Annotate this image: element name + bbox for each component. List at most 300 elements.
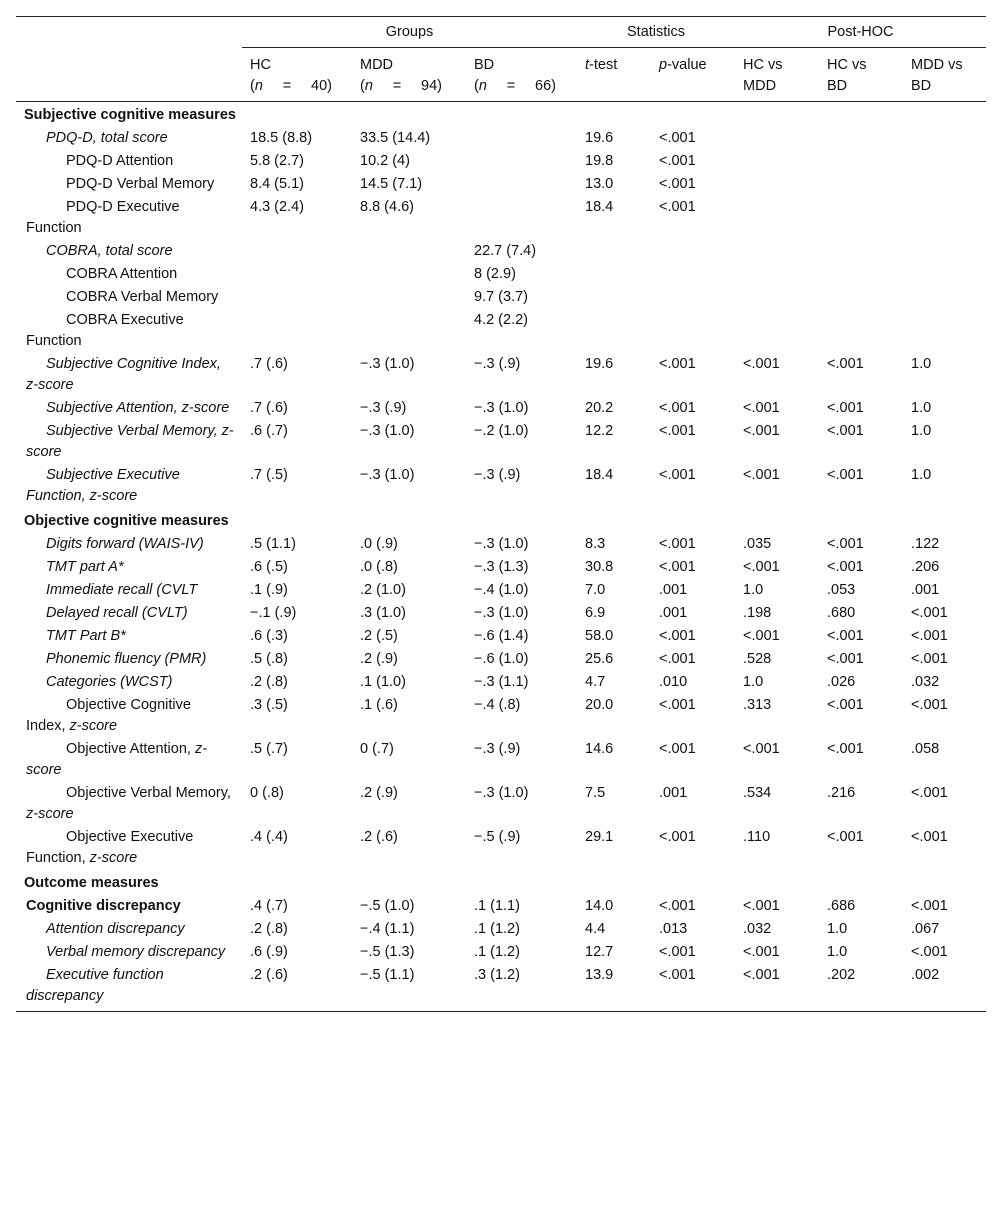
- table-cell: <.001: [911, 898, 948, 914]
- table-cell: −.3 (1.0): [360, 467, 415, 483]
- table-cell: .001: [911, 582, 940, 598]
- table-cell: .1 (.6): [360, 697, 398, 713]
- table-cell: [242, 309, 352, 353]
- table-cell: [651, 263, 735, 286]
- table-cell: 13.9: [577, 964, 651, 1012]
- table-cell: [352, 286, 466, 309]
- table-cell: .3 (1.0): [360, 605, 406, 621]
- table-cell: <.001: [911, 697, 948, 713]
- table-row: [16, 579, 986, 602]
- row-label: [16, 309, 242, 353]
- table-cell: <.001: [911, 628, 948, 644]
- table-cell: 1.0: [911, 400, 932, 416]
- table-cell: [819, 263, 903, 286]
- table-cell: .7 (.6): [250, 356, 288, 372]
- table-cell: <.001: [911, 605, 948, 621]
- table-cell: [242, 286, 352, 309]
- table-cell: .5 (.8): [250, 651, 288, 667]
- table-cell: .4 (.7): [250, 898, 288, 914]
- table-cell: 8.3: [585, 536, 606, 552]
- row-label-part: z-score: [26, 806, 74, 822]
- row-label: [16, 397, 242, 420]
- table-row: [16, 533, 986, 556]
- row-label: [16, 826, 242, 870]
- col-header-mdd: [352, 48, 466, 102]
- table-cell: <.001: [743, 628, 780, 644]
- table-cell: <.001: [659, 898, 696, 914]
- table-cell: <.001: [659, 559, 696, 575]
- col-header-label: MDD: [360, 57, 394, 73]
- row-label: [16, 964, 242, 1012]
- table-cell: <.001: [911, 651, 948, 667]
- table-cell: .035: [743, 536, 772, 552]
- table-cell: [819, 286, 903, 309]
- table-row: [16, 556, 986, 579]
- table-cell: .053: [827, 582, 856, 598]
- table-cell: [819, 127, 903, 150]
- table-cell: <.001: [827, 741, 864, 757]
- table-cell: [466, 150, 577, 173]
- row-label-part: Objective Attention,: [66, 741, 195, 757]
- row-label-part: z-score: [26, 741, 208, 778]
- table-cell: 1.0: [743, 674, 764, 690]
- table-row: [16, 127, 986, 150]
- table-cell: 12.2: [585, 423, 614, 439]
- table-cell: [735, 150, 819, 173]
- table-cell: .058: [911, 741, 940, 757]
- table-cell: [903, 173, 986, 196]
- table-cell: 9.7 (3.7): [474, 289, 528, 305]
- table-cell: .010: [659, 674, 688, 690]
- table-row: [16, 625, 986, 648]
- table-cell: [466, 127, 577, 150]
- col-header-label: HC vs: [827, 57, 867, 73]
- row-label-part: Subjective Verbal Memory, z-score: [26, 423, 234, 460]
- table-cell: [352, 309, 466, 353]
- table-cell: −.2 (1.0): [474, 423, 529, 439]
- table-cell: .1 (1.2): [474, 921, 520, 937]
- row-label-part: Attention discrepancy: [46, 921, 185, 937]
- table-cell: [735, 286, 819, 309]
- table-row: [16, 602, 986, 625]
- table-cell: .6 (.3): [250, 628, 288, 644]
- row-label-part: Objective Executive Function,: [26, 829, 198, 866]
- table-cell: 19.6: [585, 130, 614, 146]
- table-row: [16, 464, 986, 508]
- table-cell: .2 (1.0): [360, 582, 406, 598]
- table-cell: [903, 263, 986, 286]
- groups-header: Groups: [242, 17, 577, 48]
- table-cell: <.001: [911, 944, 948, 960]
- table-cell: <.001: [827, 467, 864, 483]
- table-cell: .0 (.8): [360, 559, 398, 575]
- table-cell: <.001: [659, 423, 696, 439]
- table-row: [16, 918, 986, 941]
- table-cell: .1 (1.1): [474, 898, 520, 914]
- table-cell: .7 (.5): [250, 467, 288, 483]
- table-cell: 8.4 (5.1): [250, 176, 304, 192]
- table-row: [16, 150, 986, 173]
- table-row: [16, 240, 986, 263]
- row-label-part: Immediate recall (CVLT: [46, 582, 198, 598]
- table-cell: .1 (1.0): [360, 674, 406, 690]
- table-cell: −.6 (1.4): [474, 628, 529, 644]
- row-label-part: TMT Part B*: [46, 628, 126, 644]
- table-cell: <.001: [651, 964, 735, 1012]
- table-cell: 1.0: [911, 423, 932, 439]
- table-cell: −.4 (1.1): [360, 921, 415, 937]
- col-header-hc-vs-bd: [819, 48, 903, 102]
- table-cell: −.1 (.9): [250, 605, 297, 621]
- table-cell: 30.8: [585, 559, 614, 575]
- table-cell: <.001: [659, 400, 696, 416]
- table-cell: 0 (.7): [360, 741, 394, 757]
- col-header-label: BD: [474, 57, 495, 73]
- table-row: [16, 173, 986, 196]
- table-row: [16, 895, 986, 918]
- table-cell: 8 (2.9): [474, 266, 516, 282]
- col-header-label: -test: [589, 57, 618, 73]
- col-header-hc: [242, 48, 352, 102]
- table-cell: 14.6: [585, 741, 614, 757]
- table-cell: −.3 (1.0): [360, 356, 415, 372]
- table-row: [16, 263, 986, 286]
- table-cell: .2 (.8): [250, 921, 288, 937]
- table-cell: −.3 (1.0): [474, 536, 529, 552]
- row-label: [16, 420, 242, 464]
- table-cell: <.001: [827, 559, 864, 575]
- table-cell: [903, 286, 986, 309]
- row-label-part: PDQ-D, total score: [46, 130, 168, 146]
- header-blank: [16, 17, 242, 48]
- table-cell: <.001: [743, 898, 780, 914]
- table-cell: [903, 127, 986, 150]
- section-title: Outcome measures: [24, 875, 159, 891]
- row-label-part: COBRA Executive Function: [26, 312, 188, 349]
- table-cell: .6 (.9): [250, 944, 288, 960]
- statistics-header: Statistics: [577, 17, 735, 48]
- table-row: [16, 694, 986, 738]
- table-cell: [819, 240, 903, 263]
- table-cell: .013: [659, 921, 688, 937]
- results-table: [16, 16, 986, 1012]
- table-cell: 1.0: [911, 467, 932, 483]
- table-cell: .5 (1.1): [250, 536, 296, 552]
- row-label: [16, 579, 242, 602]
- col-header-label: HC: [250, 57, 271, 73]
- table-row: [16, 964, 986, 1012]
- table-row: [16, 826, 986, 870]
- row-label: [16, 556, 242, 579]
- table-cell: 6.9: [585, 605, 606, 621]
- n-eq: =: [506, 78, 516, 94]
- section-title: Objective cognitive measures: [24, 513, 229, 529]
- table-cell: 7.0: [585, 582, 606, 598]
- table-cell: .6 (.7): [250, 423, 288, 439]
- row-label-part: Objective Verbal Memory,: [66, 785, 235, 801]
- table-cell: <.001: [659, 199, 696, 215]
- table-cell: [242, 263, 352, 286]
- group-header-row: [16, 17, 986, 48]
- table-cell: <.001: [735, 964, 819, 1012]
- table-cell: <.001: [659, 944, 696, 960]
- row-label: [16, 286, 242, 309]
- row-label-part: COBRA, total score: [46, 243, 173, 259]
- table-cell: .1 (.9): [250, 582, 288, 598]
- table-cell: [819, 309, 903, 353]
- table-cell: .3 (1.2): [466, 964, 577, 1012]
- table-cell: 18.5 (8.8): [250, 130, 313, 146]
- table-cell: [577, 309, 651, 353]
- table-cell: [242, 240, 352, 263]
- table-cell: <.001: [827, 829, 864, 845]
- table-cell: [903, 150, 986, 173]
- table-cell: 1.0: [827, 921, 848, 937]
- table-cell: .5 (.7): [250, 741, 288, 757]
- table-cell: <.001: [659, 356, 696, 372]
- table-cell: <.001: [827, 423, 864, 439]
- table-cell: .067: [911, 921, 940, 937]
- table-cell: [651, 240, 735, 263]
- table-row: [16, 420, 986, 464]
- n-open: (n: [250, 78, 263, 94]
- table-cell: [577, 240, 651, 263]
- table-cell: .2 (.9): [360, 651, 398, 667]
- table-cell: .032: [911, 674, 940, 690]
- table-cell: [577, 286, 651, 309]
- table-cell: <.001: [911, 829, 948, 845]
- table-cell: 7.5: [585, 785, 606, 801]
- table-cell: .534: [743, 785, 772, 801]
- row-label: [16, 918, 242, 941]
- table-row: [16, 397, 986, 420]
- row-label: [16, 738, 242, 782]
- table-cell: .2 (.6): [360, 829, 398, 845]
- row-label-part: Cognitive discrepancy: [26, 898, 181, 914]
- table-cell: 4.3 (2.4): [250, 199, 304, 215]
- table-cell: [903, 240, 986, 263]
- table-cell: 19.6: [585, 356, 614, 372]
- table-cell: −.6 (1.0): [474, 651, 529, 667]
- table-cell: [903, 196, 986, 240]
- n-val: 40): [311, 78, 332, 94]
- row-label-part: Objective Cognitive Index,: [26, 697, 195, 734]
- table-cell: −.3 (1.0): [360, 423, 415, 439]
- col-header-mdd-vs-bd: [903, 48, 986, 102]
- table-cell: .216: [827, 785, 856, 801]
- sample-size: [360, 76, 442, 97]
- table-cell: <.001: [659, 467, 696, 483]
- row-label: [16, 533, 242, 556]
- table-cell: <.001: [827, 400, 864, 416]
- table-cell: [819, 173, 903, 196]
- table-cell: <.001: [659, 697, 696, 713]
- table-cell: [735, 173, 819, 196]
- table-cell: <.001: [743, 741, 780, 757]
- table-cell: 12.7: [585, 944, 614, 960]
- row-label-part: TMT part A*: [46, 559, 124, 575]
- table-cell: .206: [911, 559, 940, 575]
- table-cell: −.5 (.9): [474, 829, 521, 845]
- row-label: [16, 240, 242, 263]
- row-label-part: COBRA Attention: [66, 266, 178, 282]
- table-cell: −.5 (1.1): [352, 964, 466, 1012]
- table-cell: .198: [743, 605, 772, 621]
- table-cell: [819, 150, 903, 173]
- table-cell: 18.4: [585, 467, 614, 483]
- table-row: [16, 309, 986, 353]
- col-header-label: MDD: [743, 78, 777, 94]
- table-cell: .528: [743, 651, 772, 667]
- table-cell: .2 (.5): [360, 628, 398, 644]
- table-cell: .202: [819, 964, 903, 1012]
- table-cell: 58.0: [585, 628, 614, 644]
- table-cell: <.001: [743, 467, 780, 483]
- table-cell: <.001: [659, 829, 696, 845]
- row-label-part: PDQ-D Executive Function: [26, 199, 184, 236]
- col-header-bd: [466, 48, 577, 102]
- table-cell: 1.0: [827, 944, 848, 960]
- table-cell: .1 (1.2): [474, 944, 520, 960]
- table-cell: [651, 286, 735, 309]
- row-label: [16, 150, 242, 173]
- table-cell: <.001: [659, 628, 696, 644]
- table-cell: 20.2: [585, 400, 614, 416]
- row-label-part: PDQ-D Verbal Memory: [66, 176, 215, 192]
- row-label-part: Subjective Attention, z-score: [46, 400, 230, 416]
- table-cell: 33.5 (14.4): [360, 130, 431, 146]
- col-header-label: HC vs: [743, 57, 783, 73]
- row-label: [16, 127, 242, 150]
- table-cell: [735, 309, 819, 353]
- table-cell: .001: [659, 605, 688, 621]
- row-label: [16, 671, 242, 694]
- row-label: [16, 173, 242, 196]
- table-cell: .026: [827, 674, 856, 690]
- table-row: [16, 782, 986, 826]
- results-table-container: [16, 16, 986, 1012]
- row-label-part: Verbal memory discrepancy: [46, 944, 226, 960]
- table-cell: [466, 173, 577, 196]
- p-symbol: p: [659, 57, 668, 73]
- table-row: [16, 648, 986, 671]
- table-cell: .001: [659, 785, 688, 801]
- table-cell: .686: [827, 898, 856, 914]
- row-label: [16, 263, 242, 286]
- table-cell: <.001: [659, 130, 696, 146]
- table-cell: 18.4: [585, 199, 614, 215]
- table-cell: <.001: [659, 651, 696, 667]
- row-label-part: Categories (WCST): [46, 674, 173, 690]
- table-cell: .122: [911, 536, 940, 552]
- table-cell: .4 (.4): [250, 829, 288, 845]
- table-cell: −.5 (1.0): [360, 898, 415, 914]
- table-cell: .6 (.5): [250, 559, 288, 575]
- row-label: [16, 353, 242, 397]
- row-label: [16, 648, 242, 671]
- table-row: [16, 196, 986, 240]
- table-row: [16, 353, 986, 397]
- section-header-row: [16, 508, 986, 533]
- table-cell: −.3 (1.3): [474, 559, 529, 575]
- table-cell: 4.7: [585, 674, 606, 690]
- col-header-label: MDD vs: [911, 57, 963, 73]
- table-cell: 29.1: [585, 829, 614, 845]
- row-label-part: Phonemic fluency (PMR): [46, 651, 207, 667]
- table-cell: −.3 (.9): [474, 467, 521, 483]
- table-cell: .7 (.6): [250, 400, 288, 416]
- table-cell: [903, 309, 986, 353]
- table-cell: [735, 263, 819, 286]
- table-cell: <.001: [743, 423, 780, 439]
- table-row: [16, 671, 986, 694]
- sample-size: [250, 76, 332, 97]
- table-cell: −.3 (1.0): [474, 785, 529, 801]
- row-label-part: z-score: [69, 718, 118, 734]
- table-cell: [735, 196, 819, 240]
- table-cell: 25.6: [585, 651, 614, 667]
- table-cell: <.001: [827, 536, 864, 552]
- col-header-label: -value: [667, 57, 707, 73]
- table-cell: 8.8 (4.6): [360, 199, 414, 215]
- col-header-ttest: [577, 48, 651, 102]
- section-header-row: [16, 102, 986, 128]
- table-cell: [352, 263, 466, 286]
- table-cell: <.001: [827, 628, 864, 644]
- table-cell: .3 (.5): [250, 697, 288, 713]
- table-cell: 20.0: [585, 697, 614, 713]
- section-title: Subjective cognitive measures: [24, 107, 236, 123]
- table-cell: <.001: [827, 356, 864, 372]
- table-cell: [577, 263, 651, 286]
- table-cell: <.001: [827, 697, 864, 713]
- table-cell: <.001: [827, 651, 864, 667]
- table-cell: [466, 196, 577, 240]
- table-row: [16, 941, 986, 964]
- table-cell: [735, 127, 819, 150]
- table-cell: <.001: [659, 176, 696, 192]
- row-label-part: COBRA Verbal Memory: [66, 289, 219, 305]
- table-cell: 1.0: [911, 356, 932, 372]
- col-header-label: BD: [911, 78, 932, 94]
- t-symbol: t: [585, 57, 590, 73]
- table-row: [16, 738, 986, 782]
- n-val: 66): [535, 78, 556, 94]
- table-cell: [651, 309, 735, 353]
- row-label-part: z-score: [89, 850, 138, 866]
- table-cell: 4.4: [585, 921, 606, 937]
- row-label-part: Subjective Executive Function, z-score: [26, 467, 184, 504]
- section-header-row: [16, 870, 986, 895]
- sample-size: [474, 76, 556, 97]
- table-cell: <.001: [743, 400, 780, 416]
- table-cell: −.3 (1.0): [474, 400, 529, 416]
- col-header-hc-vs-mdd: [735, 48, 819, 102]
- table-cell: −.3 (1.0): [474, 605, 529, 621]
- row-label: [16, 464, 242, 508]
- table-cell: .110: [743, 829, 771, 845]
- table-cell: .002: [903, 964, 986, 1012]
- n-open: (n: [474, 78, 487, 94]
- table-cell: .2 (.8): [250, 674, 288, 690]
- row-label: [16, 694, 242, 738]
- table-cell: 5.8 (2.7): [250, 153, 304, 169]
- table-cell: [819, 196, 903, 240]
- row-label-part: Subjective Cognitive Index, z-score: [26, 356, 225, 393]
- col-header-pvalue: [651, 48, 735, 102]
- header-blank: [16, 48, 242, 102]
- table-cell: −.4 (1.0): [474, 582, 529, 598]
